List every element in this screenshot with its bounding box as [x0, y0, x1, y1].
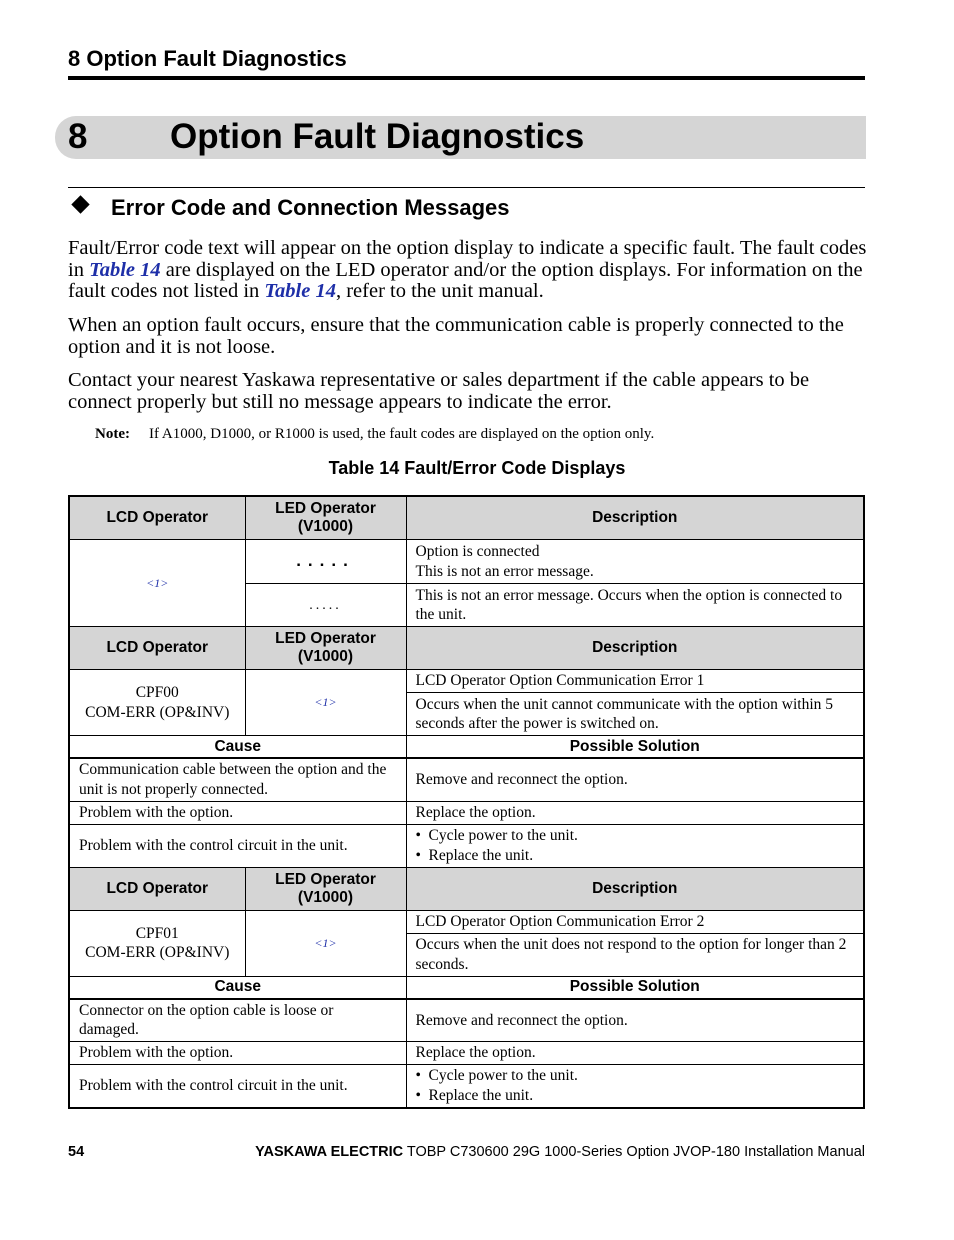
cause-cell: Problem with the option. — [69, 1042, 406, 1065]
lcd-message: COM-ERR (OP&INV) — [85, 703, 230, 721]
footnote-link[interactable]: <1> — [146, 575, 169, 590]
document-id: TOBP C730600 29G 1000-Series Option JVOP-180 Installation Manual — [403, 1144, 865, 1160]
header-led: LED Operator (V1000) — [245, 496, 406, 540]
header-lcd: LCD Operator — [69, 627, 245, 670]
text-run: Fault/Error code text will appear on the option display to indicate a specific fault. The fault codes in — [68, 237, 867, 281]
fault-code-table — [68, 495, 865, 1109]
table-row — [69, 540, 864, 584]
body-paragraph — [68, 238, 868, 303]
note — [95, 424, 654, 444]
header-led: LED Operator (V1000) — [245, 867, 406, 910]
cause-header-row — [69, 976, 864, 999]
header-description: Description — [406, 867, 864, 910]
lcd-cell — [69, 910, 245, 976]
lcd-code: CPF00 — [135, 684, 179, 701]
header-rule — [68, 76, 865, 80]
table-row — [69, 758, 864, 801]
led-cell — [245, 584, 406, 627]
header-lcd: LCD Operator — [69, 496, 245, 540]
list-item: • Cycle power to the unit. — [416, 826, 855, 846]
table-row — [69, 801, 864, 824]
cause-cell: Problem with the control circuit in the unit. — [69, 1065, 406, 1108]
table-header-row — [69, 627, 864, 670]
table-14-link[interactable]: Table 14 — [264, 280, 336, 302]
body-paragraph: When an option fault occurs, ensure that the communication cable is properly connected to the option and it is not loose. — [68, 314, 844, 358]
chapter-title: Option Fault Diagnostics — [170, 117, 585, 156]
led-cell — [245, 670, 406, 736]
solution-cell — [406, 1065, 864, 1108]
table-row — [69, 1065, 864, 1108]
cause-cell: Connector on the option cable is loose or damaged. — [69, 999, 406, 1042]
solution-cell: Remove and reconnect the option. — [406, 999, 864, 1042]
description-cell: LCD Operator Option Communication Error 2 — [406, 910, 864, 933]
cause-header-row — [69, 736, 864, 759]
header-solution: Possible Solution — [406, 976, 864, 999]
description-cell: This is not an error message. Occurs when the option is connected to the unit. — [406, 584, 864, 627]
cause-cell: Problem with the control circuit in the unit. — [69, 824, 406, 867]
list-item: • Replace the unit. — [416, 846, 855, 866]
header-description: Description — [406, 496, 864, 540]
solution-cell: Replace the option. — [406, 801, 864, 824]
description-cell: Occurs when the unit does not respond to the option for longer than 2 seconds. — [406, 933, 864, 976]
footnote-link[interactable]: <1> — [314, 935, 337, 950]
lcd-cell — [69, 540, 245, 627]
table-caption: Table 14 Fault/Error Code Displays — [328, 458, 626, 478]
header-description: Description — [406, 627, 864, 670]
table-row — [69, 1042, 864, 1065]
lcd-message: COM-ERR (OP&INV) — [85, 944, 230, 961]
table-header-row — [69, 867, 864, 910]
lcd-cell — [69, 670, 245, 736]
text-run: , refer to the unit manual. — [335, 280, 544, 302]
table-row — [69, 824, 864, 867]
note-label: Note: — [95, 426, 130, 442]
solution-list — [416, 1066, 855, 1105]
solution-cell — [406, 824, 864, 867]
header-lcd: LCD Operator — [69, 867, 245, 910]
table-row — [69, 999, 864, 1042]
led-display: ..... — [309, 597, 342, 613]
list-item: • Replace the unit. — [416, 1086, 855, 1106]
table-14-link[interactable]: Table 14 — [89, 258, 161, 281]
list-item: • Cycle power to the unit. — [416, 1066, 855, 1086]
diamond-bullet-icon — [71, 195, 89, 213]
led-display: ..... — [296, 551, 355, 571]
header-solution: Possible Solution — [406, 736, 864, 759]
cause-cell: Problem with the option. — [69, 801, 406, 824]
note-text: If A1000, D1000, or R1000 is used, the fault codes are displayed on the option only. — [149, 426, 655, 442]
chapter-number: 8 — [68, 117, 88, 156]
solution-list — [416, 826, 855, 865]
led-cell — [245, 910, 406, 976]
solution-cell: Replace the option. — [406, 1042, 864, 1065]
page-number: 54 — [68, 1144, 85, 1160]
solution-cell: Remove and reconnect the option. — [406, 758, 864, 801]
header-cause: Cause — [69, 736, 406, 759]
description-line: Option is connected — [415, 543, 540, 560]
section-title: Error Code and Connection Messages — [111, 195, 510, 220]
led-cell — [245, 540, 406, 584]
footer-document-title — [255, 1142, 865, 1162]
description-cell: LCD Operator Option Communication Error 1 — [406, 670, 864, 693]
table-row — [69, 670, 864, 693]
header-led: LED Operator (V1000) — [245, 627, 406, 670]
cause-cell: Communication cable between the option and the unit is not properly connected. — [69, 758, 406, 801]
footnote-link[interactable]: <1> — [314, 695, 337, 710]
description-line: This is not an error message. — [415, 562, 594, 580]
table-row — [69, 910, 864, 933]
table-header-row — [69, 496, 864, 540]
description-cell — [406, 540, 864, 584]
description-cell: Occurs when the unit cannot communicate with the option within 5 seconds after the power is switched on. — [406, 693, 864, 736]
lcd-code: CPF01 — [135, 924, 179, 942]
body-paragraph: Contact your nearest Yaskawa representative or sales department if the cable appears to be connect properly but still no message appears to indicate the error. — [68, 369, 810, 413]
running-header: 8 Option Fault Diagnostics — [68, 46, 347, 71]
text-run: are displayed on the LED operator and/or the option displays. For information on the fault codes not listed in — [68, 258, 863, 302]
header-cause: Cause — [69, 976, 406, 999]
brand-name: YASKAWA ELECTRIC — [255, 1144, 404, 1160]
section-rule — [68, 187, 865, 188]
